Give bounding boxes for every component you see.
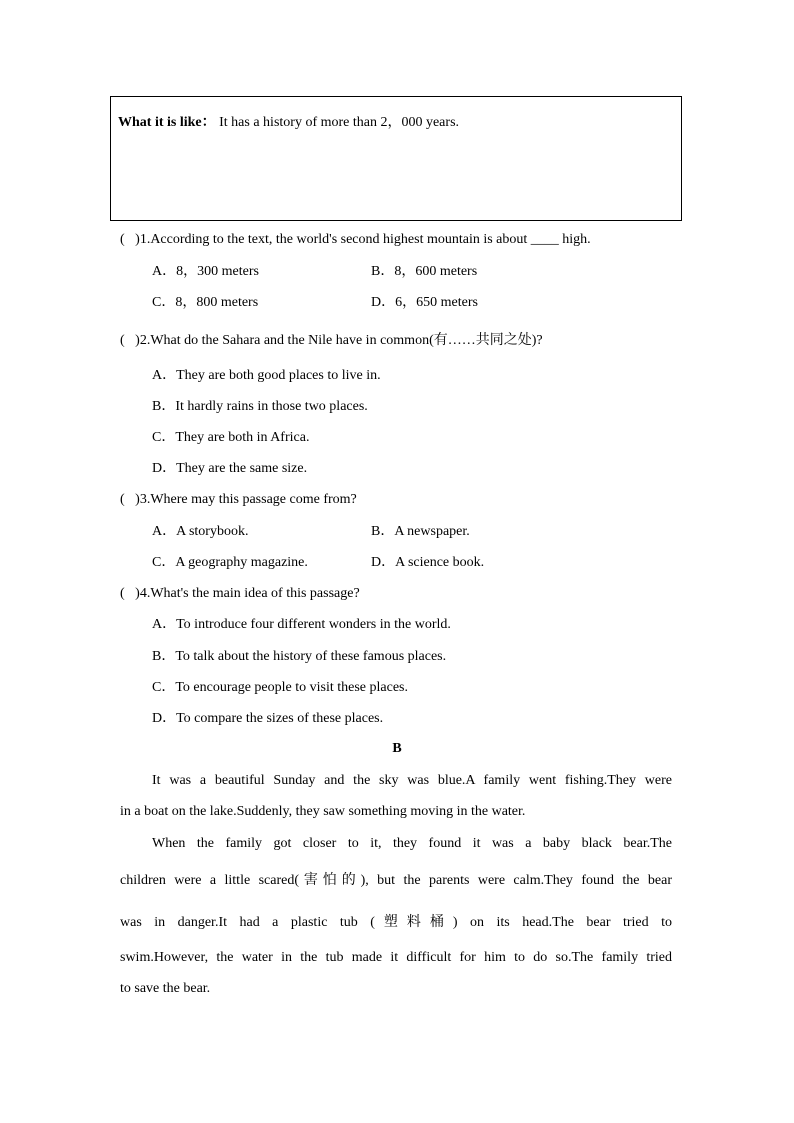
question-2-option-c: C．They are both in Africa.: [152, 430, 310, 445]
passage-line-4: children were a little scared(害怕的), but the parents were calm.They found the bear: [120, 873, 672, 888]
question-1-option-c: C．8，800 meters: [152, 295, 259, 310]
question-2-option-b: B．It hardly rains in those two places.: [152, 399, 368, 414]
passage-line-5: was in danger.It had a plastic tub (塑料桶) on its head.The bear tried to: [120, 915, 672, 930]
question-1-option-b: B．8，600 meters: [371, 264, 478, 279]
question-3-option-c: C．A geography magazine.: [152, 555, 308, 570]
passage-line-2: in a boat on the lake.Suddenly, they saw something moving in the water.: [120, 804, 526, 819]
info-text: It has a history of more than 2，000 years.: [219, 115, 460, 130]
info-box: [110, 96, 682, 221]
passage-line-3: When the family got closer to it, they found it was a baby black bear.The: [152, 836, 672, 851]
question-4-stem: ( )4.What's the main idea of this passage?: [120, 586, 360, 601]
question-4-option-d: D．To compare the sizes of these places.: [152, 711, 384, 726]
question-4-option-a: A．To introduce four different wonders in the world.: [152, 617, 451, 632]
question-3-option-d: D．A science book.: [371, 555, 485, 570]
info-colon: ：: [201, 115, 216, 130]
question-3-option-a: A．A storybook.: [152, 524, 249, 539]
passage-line-7: to save the bear.: [120, 981, 211, 996]
passage-line-1: It was a beautiful Sunday and the sky was blue.A family went fishing.They were: [152, 773, 672, 788]
question-3-option-b: B．A newspaper.: [371, 524, 470, 539]
info-line: [118, 111, 459, 131]
section-b-heading: B: [392, 741, 402, 756]
question-4-option-b: B．To talk about the history of these famous places.: [152, 649, 447, 664]
question-2-stem: ( )2.What do the Sahara and the Nile have in common(有……共同之处)?: [120, 333, 543, 348]
question-1-option-a: A．8，300 meters: [152, 264, 259, 279]
question-1-stem: ( )1.According to the text, the world's second highest mountain is about ____ high.: [120, 232, 591, 247]
passage-line-6: swim.However, the water in the tub made it difficult for him to do so.The family tried: [120, 950, 672, 965]
info-label: What it is like: [118, 115, 202, 130]
question-2-option-d: D．They are the same size.: [152, 461, 308, 476]
question-2-option-a: A．They are both good places to live in.: [152, 368, 381, 383]
question-3-stem: ( )3.Where may this passage come from?: [120, 492, 357, 507]
question-1-option-d: D．6，650 meters: [371, 295, 478, 310]
question-4-option-c: C．To encourage people to visit these places.: [152, 680, 408, 695]
